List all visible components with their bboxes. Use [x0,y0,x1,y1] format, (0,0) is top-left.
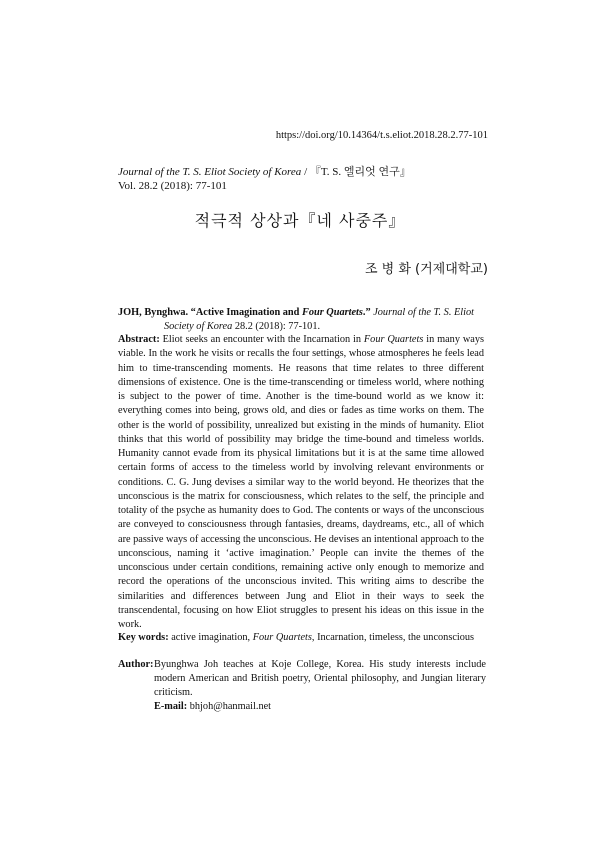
citation-journal-line1: Journal of the T. S. Eliot [373,307,474,318]
citation-journal-line2-wrap [118,320,488,334]
citation [118,306,488,334]
journal-separator: / [301,166,310,178]
abstract-italic: Four Quartets [363,334,424,345]
keywords [118,631,488,645]
journal-volume: Vol. 28.2 (2018): 77-101 [118,180,227,192]
citation-title-end: .” [362,307,371,318]
abstract-part1: Eliot seeks an encounter with the Incarnation in [159,334,364,345]
author-name: 조 병 화 (거제대학교) [364,262,488,277]
citation-title-italic: Four Quartets [301,307,363,318]
abstract-part2: in many ways viable. In the work he visits or recalls the four settings, whose atmospheres he feels lead him to time-transcending moments. He reasons that time relates to three different dimensions of existence. One is the time-transcending or timeless world, where nothing is subject to the power of time. Another is the time-bound world as we know it: everything comes into being, grows old, and dies or fades as time works on them. The other is the world of possibility, unrealized but existing in the minds of humanity. Eliot thinks that this world of possibility may bridge the time-bound and timeless worlds. Humanity cannot evade from its physical limitations but it is at the same time allowed certain forms of access to the timeless world by involving relevant environments or conditions. C. G. Jung devises a similar way to the world beyond. He theorizes that the unconscious is the matrix for consciousness, which relates to the self, the principle and totality of the psyche as humanity does to God. The contents or ways of the unconscious are conveyed to consciousness through fantasies, dreams, daydreams, etc., all of which are passive ways of accessing the unconscious. He devises an intentional approach to the unconscious, naming it ‘active imagination.’ People can invite the themes of the unconscious under certain conditions, remaining active only enough to memorize and record the operations of the unconscious invited. This writing aims to describe the similarities and differences between Jung and Eliot in their ways to seek the transcendental, focusing on how Eliot struggles to present his ideas on this issue in the work. [118,334,484,630]
citation-title-start: “Active Imagination and [190,307,302,318]
keywords-italic: Four Quartets [252,632,312,643]
journal-name-line [118,165,411,179]
abstract-label: Abstract: [118,334,160,345]
journal-name: Journal of the T. S. Eliot Society of Korea [118,166,302,178]
journal-info [118,165,411,193]
author-bio-label: Author: [118,659,154,670]
journal-korean-name: 『T. S. 엘리엇 연구』 [309,166,411,178]
author-bio-text-wrap [154,658,486,714]
abstract [118,333,484,632]
email-label: E-mail: [154,701,188,712]
keywords-part1: active imagination, [168,632,253,643]
author-bio [118,658,486,714]
keywords-part2: , Incarnation, timeless, the unconscious [311,632,475,643]
email-address[interactable]: bhjoh@hanmail.net [187,701,272,712]
citation-details: 28.2 (2018): 77-101. [232,321,321,332]
author-bio-text: Byunghwa Joh teaches at Koje College, Korea. His study interests include modern American and British poetry, Oriental philosophy, and Jungian literary criticism. [154,659,486,698]
citation-author: JOH, Bynghwa. [118,307,189,318]
article-title: 적극적 상상과『네 사중주』 [194,211,406,230]
keywords-label: Key words: [118,632,169,643]
citation-journal-line2: Society of Korea [164,321,233,332]
doi-link[interactable]: https://doi.org/10.14364/t.s.eliot.2018.28.2.77-101 [275,130,488,141]
